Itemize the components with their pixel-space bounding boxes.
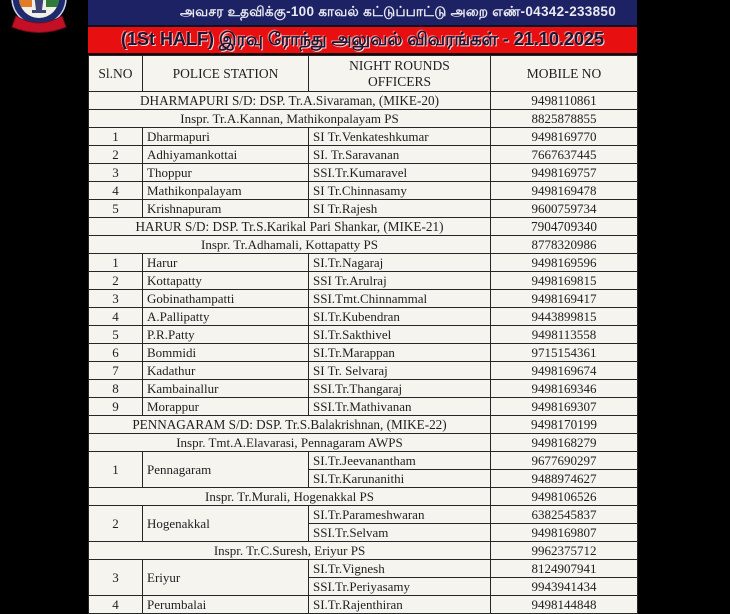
table-header (89, 56, 638, 92)
mobile-cell: 9498144848 (491, 596, 638, 614)
table-row (89, 200, 638, 218)
table-row (89, 362, 638, 380)
table-row (89, 506, 638, 524)
table-body (89, 92, 638, 614)
slno-cell: 7 (89, 362, 143, 380)
inspector-cell: Inspr. Tr.C.Suresh, Eriyur PS (89, 542, 491, 560)
table-row (89, 182, 638, 200)
document-content (88, 0, 637, 614)
station-cell: Perumbalai (143, 596, 309, 614)
station-cell: Harur (143, 254, 309, 272)
officer-cell: SI Tr.Rajesh (309, 200, 491, 218)
inspector-row (89, 110, 638, 128)
station-cell: Thoppur (143, 164, 309, 182)
subdivision-row (89, 416, 638, 434)
mobile-cell: 9498169807 (491, 524, 638, 542)
officer-cell: SI.Tr.Rajenthiran (309, 596, 491, 614)
mobile-cell: 9498110861 (491, 92, 638, 110)
mobile-cell: 9498169478 (491, 182, 638, 200)
night-rounds-table (88, 55, 638, 614)
mobile-cell: 8778320986 (491, 236, 638, 254)
table-row (89, 272, 638, 290)
slno-cell: 1 (89, 254, 143, 272)
slno-cell: 3 (89, 290, 143, 308)
mobile-cell: 9498168279 (491, 434, 638, 452)
inspector-row (89, 488, 638, 506)
slno-cell: 3 (89, 164, 143, 182)
station-cell: Pennagaram (143, 452, 309, 488)
station-cell: Gobinathampatti (143, 290, 309, 308)
slno-cell: 6 (89, 344, 143, 362)
slno-cell: 5 (89, 326, 143, 344)
mobile-cell: 9498169757 (491, 164, 638, 182)
subdivision-row (89, 218, 638, 236)
inspector-cell: Inspr. Tr.A.Kannan, Mathikonpalayam PS (89, 110, 491, 128)
officer-cell: SI. Tr.Saravanan (309, 146, 491, 164)
header-police-station: POLICE STATION (143, 56, 309, 92)
officer-cell: SSI.Tmt.Chinnammal (309, 290, 491, 308)
slno-cell: 2 (89, 506, 143, 542)
station-cell: P.R.Patty (143, 326, 309, 344)
table-row (89, 146, 638, 164)
title-banner (88, 27, 637, 55)
mobile-cell: 9498113558 (491, 326, 638, 344)
table-row (89, 398, 638, 416)
mobile-cell: 8124907941 (491, 560, 638, 578)
mobile-cell: 9498169596 (491, 254, 638, 272)
table-row (89, 560, 638, 578)
officer-cell: SI.Tr.Vignesh (309, 560, 491, 578)
officer-cell: SSI.Tr.Thangaraj (309, 380, 491, 398)
table-row (89, 344, 638, 362)
mobile-cell: 8825878855 (491, 110, 638, 128)
officer-cell: SI.Tr.Kubendran (309, 308, 491, 326)
officer-cell: SI Tr.Chinnasamy (309, 182, 491, 200)
station-cell: Morappur (143, 398, 309, 416)
slno-cell: 3 (89, 560, 143, 596)
slno-cell: 8 (89, 380, 143, 398)
table-row (89, 290, 638, 308)
header-mobile-no: MOBILE NO (491, 56, 638, 92)
header-night-rounds-officers: NIGHT ROUNDS OFFICERS (309, 56, 491, 92)
mobile-cell: 6382545837 (491, 506, 638, 524)
inspector-row (89, 236, 638, 254)
slno-cell: 2 (89, 272, 143, 290)
table-row (89, 380, 638, 398)
mobile-cell: 9498169815 (491, 272, 638, 290)
table-row (89, 164, 638, 182)
mobile-cell: 9715154361 (491, 344, 638, 362)
mobile-cell: 9443899815 (491, 308, 638, 326)
table-row (89, 326, 638, 344)
station-cell: Bommidi (143, 344, 309, 362)
mobile-cell: 9943941434 (491, 578, 638, 596)
mobile-cell: 9498169674 (491, 362, 638, 380)
officer-cell: SI.Tr.Jeevanantham (309, 452, 491, 470)
table-row (89, 128, 638, 146)
inspector-cell: Inspr. Tmt.A.Elavarasi, Pennagaram AWPS (89, 434, 491, 452)
mobile-cell: 7667637445 (491, 146, 638, 164)
station-cell: Eriyur (143, 560, 309, 596)
officer-cell: SI.Tr.Karunanithi (309, 470, 491, 488)
station-cell: Kambainallur (143, 380, 309, 398)
officer-cell: SSI Tr.Arulraj (309, 272, 491, 290)
mobile-cell: 9677690297 (491, 452, 638, 470)
mobile-cell: 9498106526 (491, 488, 638, 506)
tamilnadu-police-emblem-icon (10, 0, 68, 34)
officer-cell: SI.Tr.Sakthivel (309, 326, 491, 344)
station-cell: Krishnapuram (143, 200, 309, 218)
mobile-cell: 9498169417 (491, 290, 638, 308)
station-cell: Kottapatty (143, 272, 309, 290)
subdivision-cell: DHARMAPURI S/D: DSP. Tr.A.Sivaraman, (MIKE-20) (89, 92, 491, 110)
station-cell: Mathikonpalayam (143, 182, 309, 200)
header-row (89, 56, 638, 92)
slno-cell: 4 (89, 596, 143, 614)
officer-cell: SSI.Tr.Selvam (309, 524, 491, 542)
officer-cell: SSI.Tr.Periyasamy (309, 578, 491, 596)
slno-cell: 9 (89, 398, 143, 416)
top-banner (88, 0, 637, 27)
mobile-cell: 9498169770 (491, 128, 638, 146)
officer-cell: SI.Tr.Nagaraj (309, 254, 491, 272)
subdivision-cell: PENNAGARAM S/D: DSP. Tr.S.Balakrishnan, (MIKE-22) (89, 416, 491, 434)
mobile-cell: 9488974627 (491, 470, 638, 488)
station-cell: Dharmapuri (143, 128, 309, 146)
inspector-row (89, 434, 638, 452)
station-cell: Kadathur (143, 362, 309, 380)
table-row (89, 254, 638, 272)
slno-cell: 4 (89, 182, 143, 200)
slno-cell: 4 (89, 308, 143, 326)
subdivision-row (89, 92, 638, 110)
station-cell: Adhiyamankottai (143, 146, 309, 164)
mobile-cell: 9498169307 (491, 398, 638, 416)
table-row (89, 308, 638, 326)
slno-cell: 1 (89, 128, 143, 146)
station-cell: A.Pallipatty (143, 308, 309, 326)
mobile-cell: 9600759734 (491, 200, 638, 218)
inspector-cell: Inspr. Tr.Adhamali, Kottapatty PS (89, 236, 491, 254)
officer-cell: SI Tr. Selvaraj (309, 362, 491, 380)
officer-cell: SSI.Tr.Kumaravel (309, 164, 491, 182)
mobile-cell: 9498169346 (491, 380, 638, 398)
inspector-row (89, 542, 638, 560)
mobile-cell: 9498170199 (491, 416, 638, 434)
officer-cell: SI Tr.Venkateshkumar (309, 128, 491, 146)
mobile-cell: 9962375712 (491, 542, 638, 560)
table-row (89, 452, 638, 470)
mobile-cell: 7904709340 (491, 218, 638, 236)
slno-cell: 2 (89, 146, 143, 164)
emergency-contact-text: அவசர உதவிக்கு-100 காவல் கட்டுப்பாட்டு அறை எண்-04342-233850 (180, 3, 617, 19)
officer-cell: SI.Tr.Parameshwaran (309, 506, 491, 524)
table-row (89, 596, 638, 614)
subdivision-cell: HARUR S/D: DSP. Tr.S.Karikal Pari Shankar, (MIKE-21) (89, 218, 491, 236)
station-cell: Hogenakkal (143, 506, 309, 542)
officer-cell: SSI.Tr.Mathivanan (309, 398, 491, 416)
inspector-cell: Inspr. Tr.Murali, Hogenakkal PS (89, 488, 491, 506)
slno-cell: 1 (89, 452, 143, 488)
slno-cell: 5 (89, 200, 143, 218)
header-slno: Sl.NO (89, 56, 143, 92)
document-title: (1St HALF) இரவு ரோந்து அலுவல் விவரங்கள் - 21.10.2025 (121, 28, 604, 49)
officer-cell: SI.Tr.Marappan (309, 344, 491, 362)
